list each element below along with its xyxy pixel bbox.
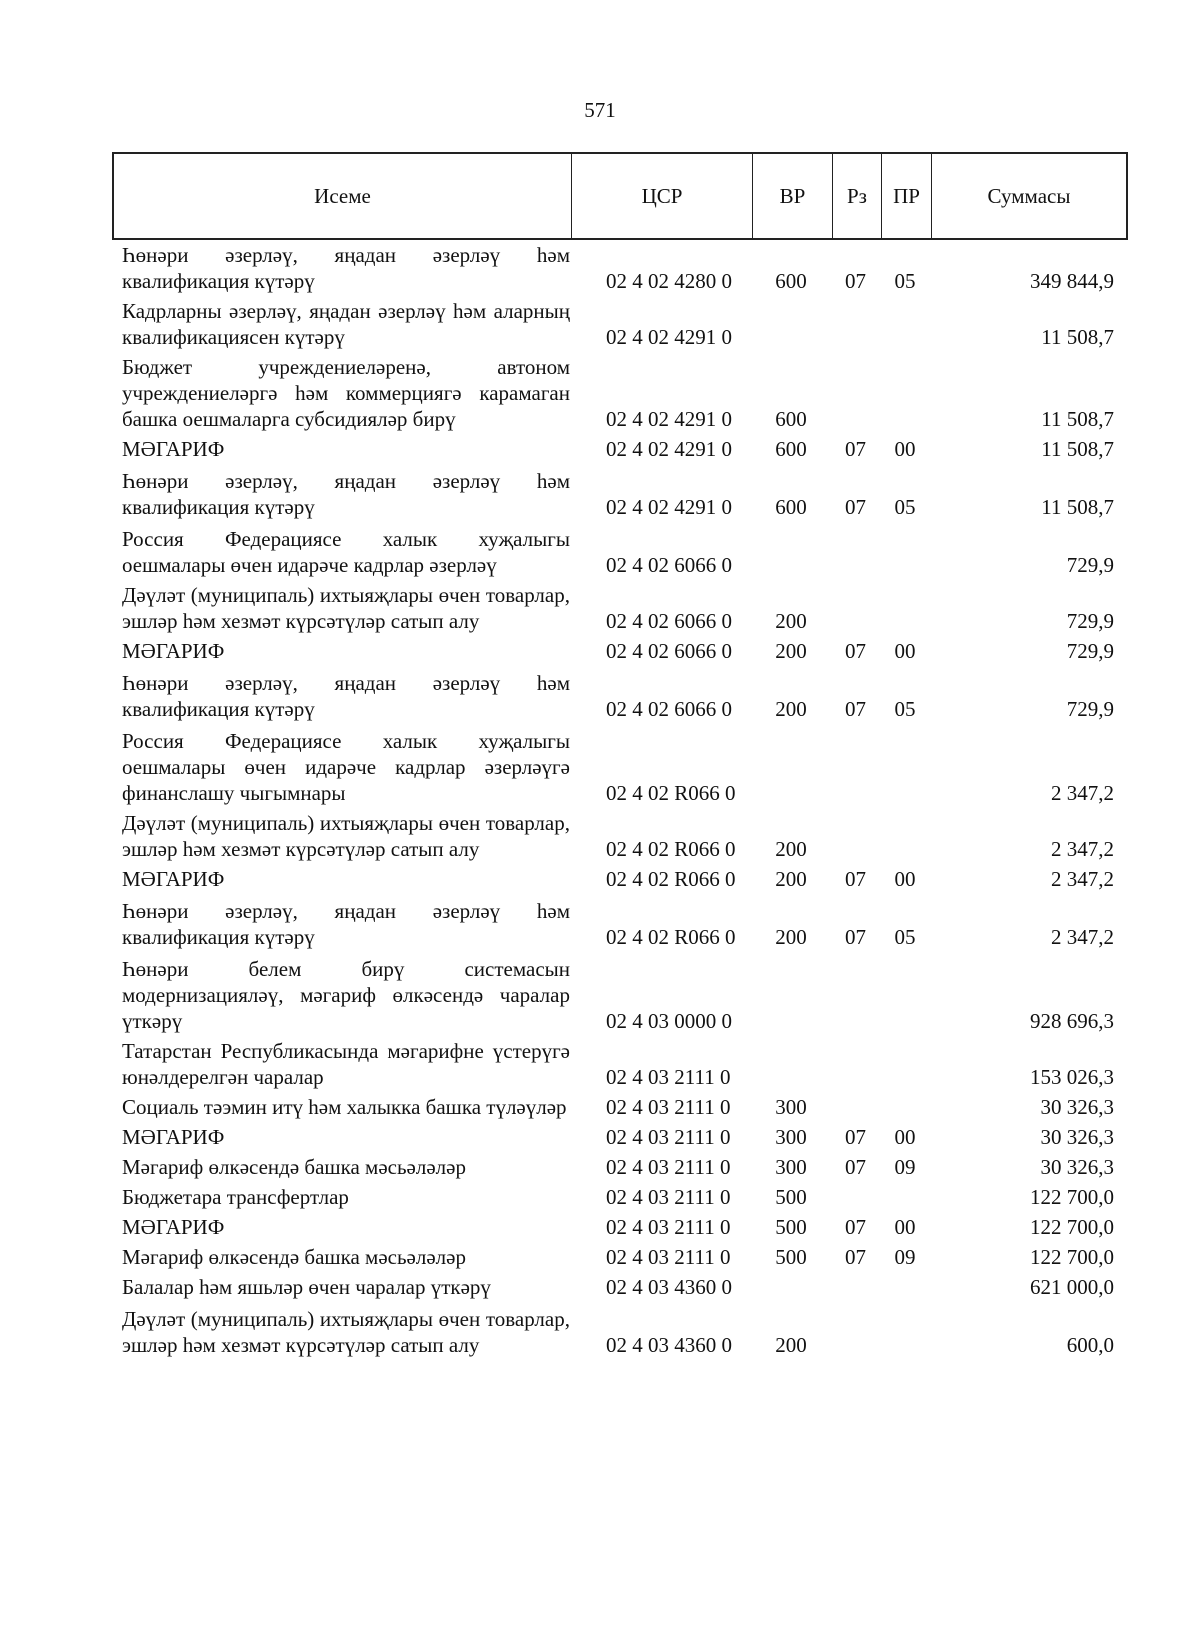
cell-vr: 600 xyxy=(775,495,807,519)
header-name: Исеме xyxy=(114,154,572,238)
cell-name: Дәүләт (муниципаль) ихтыяҗлары өчен товарлар, эшләр һәм хезмәт күрсәтүләр сатып алу xyxy=(122,583,570,633)
cell-csr: 02 4 03 0000 0 xyxy=(606,1009,732,1033)
cell-csr: 02 4 03 2111 0 xyxy=(606,1095,731,1119)
cell-name: Һөнәри әзерләү, яңадан әзерләү һәм квалификация күтәрү xyxy=(122,671,570,721)
cell-csr: 02 4 02 6066 0 xyxy=(606,697,732,721)
cell-csr: 02 4 02 4291 0 xyxy=(606,495,732,519)
cell-rz: 07 xyxy=(845,269,866,293)
cell-name: Россия Федерациясе халык хуҗалыгы оешмалары өчен идарәче кадрлар әзерләүгә финанслашу чыгымнары xyxy=(122,729,570,805)
cell-pr: 05 xyxy=(894,269,916,293)
cell-name: Һөнәри әзерләү, яңадан әзерләү һәм квалификация күтәрү xyxy=(122,899,570,949)
cell-name: Һөнәри әзерләү, яңадан әзерләү һәм квалификация күтәрү xyxy=(122,469,570,519)
table-row xyxy=(112,1184,1128,1210)
cell-vr: 200 xyxy=(775,639,807,663)
table-row xyxy=(112,728,1128,806)
table-row xyxy=(112,1094,1128,1120)
cell-name: Дәүләт (муниципаль) ихтыяҗлары өчен товарлар, эшләр һәм хезмәт күрсәтүләр сатып алу xyxy=(122,811,570,861)
cell-vr: 300 xyxy=(775,1095,807,1119)
cell-name: Балалар һәм яшьләр өчен чаралар үткәрү xyxy=(122,1275,491,1299)
table-row xyxy=(112,810,1128,862)
table-row xyxy=(112,1244,1128,1270)
cell-name: Һөнәри белем бирү системасын модернизацияләү, мәгариф өлкәсендә чаралар үткәрү xyxy=(122,957,570,1033)
cell-rz: 07 xyxy=(845,1155,866,1179)
cell-sum: 11 508,7 xyxy=(1041,407,1114,431)
cell-vr: 200 xyxy=(775,697,807,721)
cell-name: Һөнәри әзерләү, яңадан әзерләү һәм квалификация күтәрү xyxy=(122,243,570,293)
cell-csr: 02 4 02 4291 0 xyxy=(606,437,732,461)
cell-sum: 122 700,0 xyxy=(1030,1245,1114,1269)
cell-sum: 122 700,0 xyxy=(1030,1215,1114,1239)
cell-name: МӘГАРИФ xyxy=(122,867,225,891)
cell-name: Россия Федерациясе халык хуҗалыгы оешмалары өчен идарәче кадрлар әзерләү xyxy=(122,527,570,577)
cell-rz: 07 xyxy=(845,495,866,519)
cell-sum: 2 347,2 xyxy=(1051,837,1114,861)
table-row xyxy=(112,1274,1128,1300)
cell-rz: 07 xyxy=(845,437,866,461)
table-row xyxy=(112,526,1128,578)
cell-pr: 00 xyxy=(894,437,916,461)
table-row xyxy=(112,1306,1128,1358)
cell-sum: 729,9 xyxy=(1066,639,1114,663)
cell-sum: 928 696,3 xyxy=(1030,1009,1114,1033)
cell-name: Дәүләт (муниципаль) ихтыяҗлары өчен товарлар, эшләр һәм хезмәт күрсәтүләр сатып алу xyxy=(122,1307,570,1357)
cell-csr: 02 4 02 R066 0 xyxy=(606,837,736,861)
cell-sum: 729,9 xyxy=(1066,609,1114,633)
header-pr: ПР xyxy=(882,154,932,238)
cell-sum: 621 000,0 xyxy=(1030,1275,1114,1299)
cell-sum: 2 347,2 xyxy=(1051,925,1114,949)
cell-rz: 07 xyxy=(845,867,866,891)
cell-csr: 02 4 03 2111 0 xyxy=(606,1155,731,1179)
cell-name: Социаль тәэмин итү һәм халыкка башка түләүләр xyxy=(122,1095,567,1119)
cell-sum: 729,9 xyxy=(1066,553,1114,577)
table-row xyxy=(112,1214,1128,1240)
cell-csr: 02 4 03 2111 0 xyxy=(606,1125,731,1149)
cell-csr: 02 4 02 R066 0 xyxy=(606,925,736,949)
table-row xyxy=(112,298,1128,350)
cell-sum: 11 508,7 xyxy=(1041,495,1114,519)
cell-name: Мәгариф өлкәсендә башка мәсьәләләр xyxy=(122,1245,466,1269)
cell-sum: 30 326,3 xyxy=(1040,1155,1114,1179)
cell-pr: 00 xyxy=(894,867,916,891)
cell-name: Бюджетара трансфертлар xyxy=(122,1185,349,1209)
cell-csr: 02 4 03 2111 0 xyxy=(606,1245,731,1269)
table-body xyxy=(112,242,1128,1358)
cell-name: Татарстан Республикасында мәгарифне үстерүгә юнәлдерелгән чаралар xyxy=(122,1039,570,1089)
cell-csr: 02 4 03 2111 0 xyxy=(606,1215,731,1239)
cell-sum: 2 347,2 xyxy=(1051,781,1114,805)
cell-csr: 02 4 02 6066 0 xyxy=(606,609,732,633)
table-row xyxy=(112,1124,1128,1150)
table-row xyxy=(112,866,1128,892)
cell-rz: 07 xyxy=(845,697,866,721)
cell-sum: 11 508,7 xyxy=(1041,437,1114,461)
cell-vr: 500 xyxy=(775,1215,807,1239)
cell-csr: 02 4 02 R066 0 xyxy=(606,867,736,891)
cell-sum: 600,0 xyxy=(1066,1333,1114,1357)
cell-sum: 153 026,3 xyxy=(1030,1065,1114,1089)
cell-vr: 200 xyxy=(775,837,807,861)
cell-csr: 02 4 03 4360 0 xyxy=(606,1275,732,1299)
cell-pr: 05 xyxy=(894,495,916,519)
cell-rz: 07 xyxy=(845,1125,866,1149)
cell-sum: 349 844,9 xyxy=(1030,269,1114,293)
table-row xyxy=(112,242,1128,294)
cell-vr: 200 xyxy=(775,925,807,949)
cell-vr: 200 xyxy=(775,609,807,633)
cell-csr: 02 4 02 6066 0 xyxy=(606,639,732,663)
cell-rz: 07 xyxy=(845,1215,866,1239)
cell-csr: 02 4 02 6066 0 xyxy=(606,553,732,577)
cell-vr: 600 xyxy=(775,437,807,461)
cell-pr: 05 xyxy=(894,925,916,949)
cell-rz: 07 xyxy=(845,639,866,663)
cell-vr: 200 xyxy=(775,867,807,891)
table-row xyxy=(112,1154,1128,1180)
table-row xyxy=(112,670,1128,722)
table-row xyxy=(112,1038,1128,1090)
cell-sum: 122 700,0 xyxy=(1030,1185,1114,1209)
cell-csr: 02 4 02 4280 0 xyxy=(606,269,732,293)
cell-sum: 2 347,2 xyxy=(1051,867,1114,891)
cell-pr: 09 xyxy=(894,1245,916,1269)
table-header xyxy=(112,152,1128,240)
cell-pr: 00 xyxy=(894,1125,916,1149)
cell-csr: 02 4 02 R066 0 xyxy=(606,781,736,805)
cell-name: МӘГАРИФ xyxy=(122,437,225,461)
cell-pr: 00 xyxy=(894,639,916,663)
header-csr: ЦСР xyxy=(572,154,753,238)
cell-name: МӘГАРИФ xyxy=(122,639,225,663)
header-rz: Рз xyxy=(833,154,882,238)
cell-rz: 07 xyxy=(845,1245,866,1269)
table-row xyxy=(112,898,1128,950)
cell-csr: 02 4 03 2111 0 xyxy=(606,1185,731,1209)
cell-vr: 200 xyxy=(775,1333,807,1357)
cell-vr: 300 xyxy=(775,1155,807,1179)
cell-vr: 600 xyxy=(775,269,807,293)
table-row xyxy=(112,354,1128,432)
cell-pr: 05 xyxy=(894,697,916,721)
cell-sum: 30 326,3 xyxy=(1040,1125,1114,1149)
cell-sum: 30 326,3 xyxy=(1040,1095,1114,1119)
cell-vr: 300 xyxy=(775,1125,807,1149)
header-vr: ВР xyxy=(753,154,833,238)
header-sum: Суммасы xyxy=(987,183,1071,208)
cell-csr: 02 4 02 4291 0 xyxy=(606,407,732,431)
cell-vr: 600 xyxy=(775,407,807,431)
cell-vr: 500 xyxy=(775,1245,807,1269)
cell-sum: 729,9 xyxy=(1066,697,1114,721)
cell-name: МӘГАРИФ xyxy=(122,1125,225,1149)
table-row xyxy=(112,582,1128,634)
cell-name: Кадрларны әзерләү, яңадан әзерләү һәм аларның квалификациясен күтәрү xyxy=(122,299,570,349)
cell-sum: 11 508,7 xyxy=(1041,325,1114,349)
cell-rz: 07 xyxy=(845,925,866,949)
cell-pr: 00 xyxy=(894,1215,916,1239)
cell-name: МӘГАРИФ xyxy=(122,1215,225,1239)
cell-name: Бюджет учреждениеләренә, автоном учреждениеләргә һәм коммерциягә карамаган башка оешмаларга субсидияләр бирү xyxy=(122,355,570,431)
table-row xyxy=(112,956,1128,1034)
cell-csr: 02 4 03 4360 0 xyxy=(606,1333,732,1357)
cell-vr: 500 xyxy=(775,1185,807,1209)
page-number: 571 xyxy=(584,98,616,122)
cell-name: Мәгариф өлкәсендә башка мәсьәләләр xyxy=(122,1155,466,1179)
cell-csr: 02 4 03 2111 0 xyxy=(606,1065,731,1089)
table-row xyxy=(112,436,1128,462)
table-row xyxy=(112,468,1128,520)
table-row xyxy=(112,638,1128,664)
cell-csr: 02 4 02 4291 0 xyxy=(606,325,732,349)
cell-pr: 09 xyxy=(894,1155,916,1179)
